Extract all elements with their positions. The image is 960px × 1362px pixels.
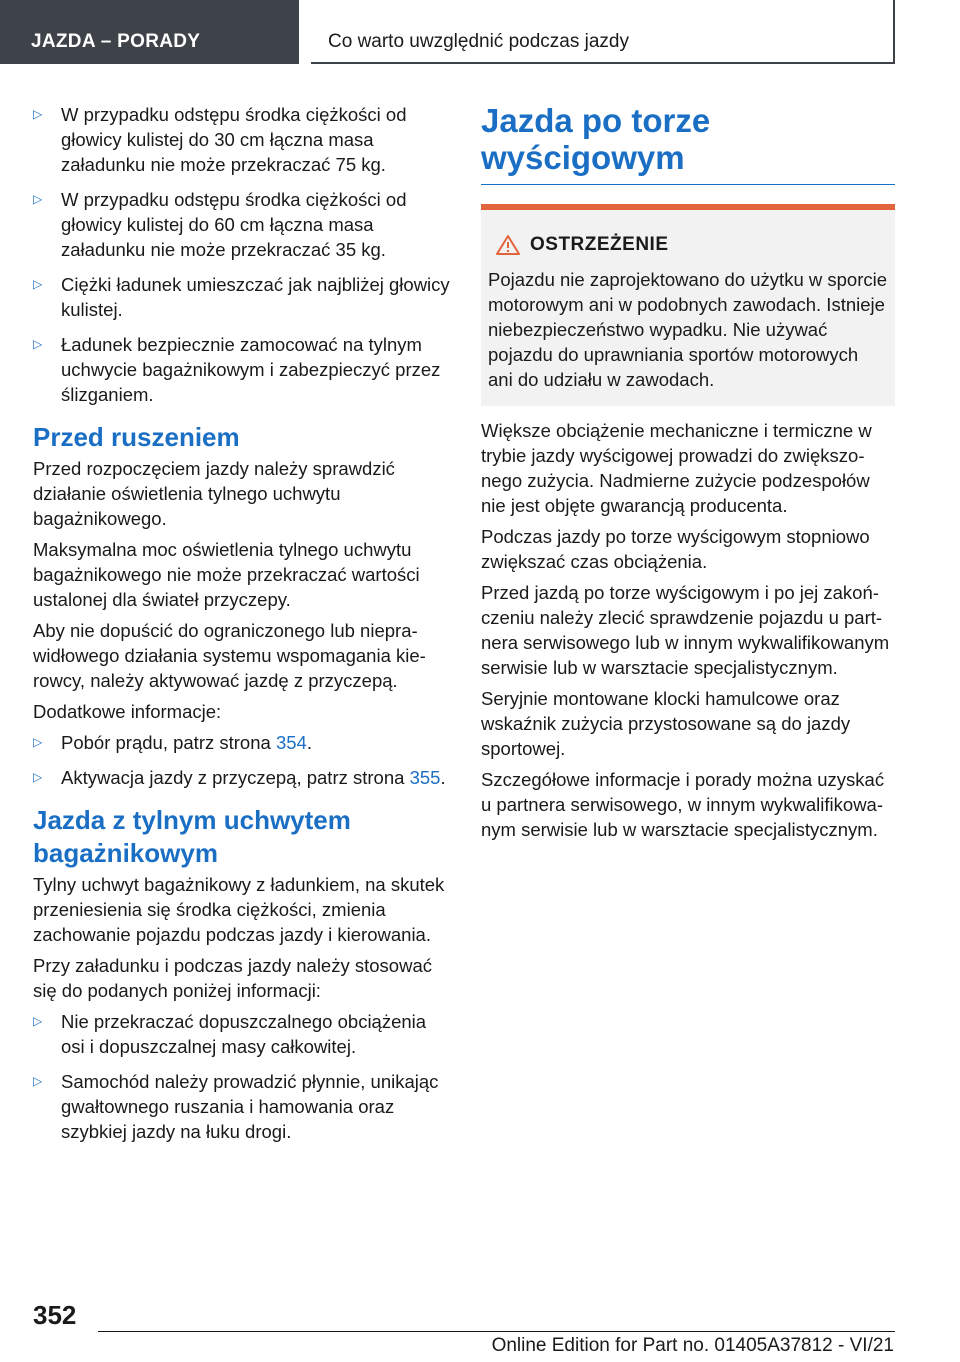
- heading-rear-rack: Jazda z tylnym uchwytem bagażnikowym: [33, 805, 351, 868]
- paragraph: Maksymalna moc oświetlenia tylnego uchwytu bagażnikowego nie może przekraczać wartości ustalonej dla świateł przyczepy.: [33, 539, 420, 610]
- triangle-bullet-icon: ▷: [33, 192, 43, 206]
- paragraph: Tylny uchwyt bagażnikowy z ładunkiem, na skutek przeniesienia się środka ciężkości, zmienia zachowanie pojazdu podczas jazdy i kierowania.: [33, 874, 445, 945]
- paragraph: Aby nie dopuścić do ograniczonego lub nieprawidłowego działania systemu wspomagania kierowcy, należy aktywować jazdę z przyczepą.: [33, 620, 426, 691]
- triangle-bullet-icon: ▷: [33, 107, 43, 121]
- paragraph: Seryjnie montowane klocki hamulcowe oraz wskaźnik zużycia przystosowane są do jazdy sportowej.: [481, 688, 851, 759]
- heading-before-driving: Przed ruszeniem: [33, 422, 240, 452]
- triangle-bullet-icon: ▷: [33, 337, 43, 351]
- triangle-bullet-icon: ▷: [33, 1014, 43, 1028]
- warning-icon: [488, 233, 528, 257]
- footer-edition: Online Edition for Part no. 01405A37812 - VI/21: [491, 1335, 894, 1356]
- header-title: Co warto uwzględnić podczas jazdy: [328, 31, 629, 52]
- paragraph: Podczas jazdy po torze wyścigowym stopniowo zwiększać czas obciążenia.: [481, 526, 870, 572]
- list-item: ▷ Ładunek bezpiecznie zamocować na tylnym uchwycie bagażnikowym i zabezpieczyć przez ślizganiem.: [33, 334, 441, 405]
- paragraph: Przed rozpoczęciem jazdy należy sprawdzić działanie oświetlenia tylnego uchwytu bagażnikowego.: [33, 458, 395, 529]
- list-item: ▷ Pobór prądu, patrz strona 354.: [33, 732, 312, 753]
- warning-title: OSTRZEŻENIE: [530, 234, 669, 255]
- triangle-bullet-icon: ▷: [33, 735, 43, 749]
- footer-rule: [98, 1331, 895, 1332]
- triangle-bullet-icon: ▷: [33, 1074, 43, 1088]
- list-item: ▷ Samochód należy prowadzić płynnie, unikając gwałtownego ruszania i hamowania oraz szybkiej jazdy na łuku drogi.: [33, 1071, 439, 1142]
- paragraph: Przed jazdą po torze wyścigowym i po jej zakończeniu należy zlecić sprawdzenie pojazdu u partnera serwisowego lub w innym wykwalifikowanym serwisie lub w warsztacie specjalistycznym.: [481, 582, 890, 678]
- heading-race-track: Jazda po torze wyścigowym: [481, 102, 711, 176]
- paragraph: Przy załadunku i podczas jazdy należy stosować się do podanych poniżej informacji:: [33, 955, 432, 1001]
- right-column: [481, 102, 895, 848]
- warning-header: [488, 232, 888, 257]
- heading-rule: [481, 184, 895, 185]
- warning-box: [481, 204, 895, 406]
- page-link-355[interactable]: 355: [409, 767, 441, 788]
- list-item: ▷ Nie przekraczać dopuszczalnego obciążenia osi i dopuszczalnej masy całkowitej.: [33, 1011, 427, 1057]
- page-link-354[interactable]: 354: [275, 732, 307, 753]
- intro-list: [33, 102, 451, 407]
- paragraph: Szczegółowe informacje i porady można uzyskać u partnera serwisowego, w innym wykwalifikowanym serwisie lub w warsztacie specjalistycznym.: [481, 769, 885, 840]
- rack-list: [33, 1009, 451, 1144]
- triangle-bullet-icon: ▷: [33, 770, 43, 784]
- header-section-label: JAZDA – PORADY: [31, 31, 201, 52]
- paragraph: Większe obciążenie mechaniczne i termiczne w trybie jazdy wyścigowej prowadzi do zwiększonego zużycia. Nadmierne zużycie podzespołów nie jest objęte gwarancją producenta.: [481, 420, 872, 516]
- header-title-box: [311, 0, 895, 64]
- list-item: ▷ Ciężki ładunek umieszczać jak najbliżej głowicy kulistej.: [33, 274, 450, 320]
- list-item: ▷ Aktywacja jazdy z przyczepą, patrz strona 355.: [33, 767, 446, 788]
- triangle-bullet-icon: ▷: [33, 277, 43, 291]
- page-number: 352: [33, 1300, 77, 1330]
- list-item: ▷ W przypadku odstępu środka ciężkości od głowicy kulistej do 60 cm łączna masa załadunku nie może przekraczać 35 kg.: [33, 189, 407, 260]
- header-section-tab: [0, 0, 299, 64]
- list-item: ▷ W przypadku odstępu środka ciężkości od głowicy kulistej do 30 cm łączna masa załadunku nie może przekraczać 75 kg.: [33, 104, 407, 175]
- left-column: [33, 102, 451, 1154]
- warning-text: Pojazdu nie zaprojektowano do użytku w sporcie motorowym ani w podobnych zawodach. Istnieje niebezpieczeństwo wypadku. Nie używać pojazdu do uprawniania sportów motorowych ani do udziału w zawodach.: [488, 269, 888, 390]
- info-list: [33, 730, 451, 790]
- paragraph: Dodatkowe informacje:: [33, 701, 222, 722]
